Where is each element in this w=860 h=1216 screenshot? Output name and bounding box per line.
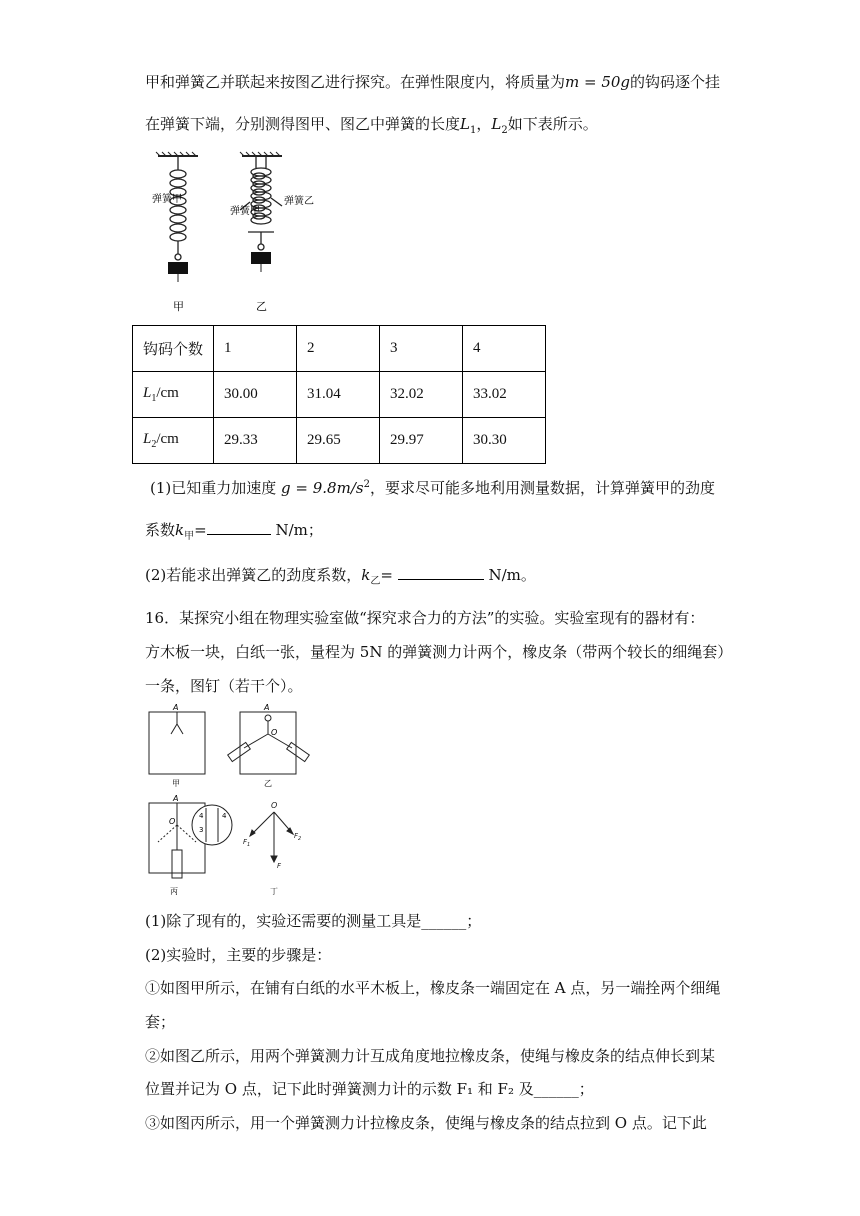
svg-text:F1: $F_1$ [243,838,251,848]
svg-text:丙: 丙 [170,887,178,896]
svg-text:乙: 乙 [264,779,272,788]
svg-text:丁: 丁 [270,887,278,896]
intro-line-2 [145,114,598,141]
table-cell: 29.97 [380,418,463,464]
g-expression: g = 9.8m/s [281,479,364,497]
svg-text:A: A [173,794,179,803]
panel-jia [149,703,205,788]
table-row-header [133,326,546,372]
q15-part2: (2)若能求出弹簧乙的劲度系数，$k_乙= N/m$。 [145,566,536,587]
table-cell: 29.65 [297,418,380,464]
mass-expression: m = 50g [565,73,631,91]
q16-step-3: ①如图甲所示，在铺有白纸的水平木板上，橡皮条一端固定在 A 点，另一端拴两个细绳 [145,979,721,997]
spring-figure [140,150,315,320]
q16-line-1: 16．某探究小组在物理实验室做“探究求合力的方法”的实验。实验室现有的器材有： [145,609,705,627]
svg-text:F: F [277,862,282,870]
l1-symbol: L [460,115,470,133]
q15-part1-line1: (1)已知重力加速度 $g = 9.8m/s^2$，要求尽可能多地利用测量数据，计算弹簧甲的劲度 [150,479,715,497]
svg-text:A: A [173,703,179,712]
q15-part1-line2: 系数$k_甲= N/m$； [145,521,323,542]
weight-yi [251,252,271,264]
svg-text:O: O [169,817,176,826]
q16-step-2: (2)实验时，主要的步骤是： [145,946,332,964]
table-cell-l2-label: $L_2/cm$ [133,418,214,464]
force-experiment-figure [142,700,342,898]
table-cell: 30.00 [214,372,297,418]
intro-text: 在弹簧下端，分别测得图甲、图乙中弹簧的长度 [145,115,461,133]
ceiling-left [156,152,198,156]
q16-step-4: 套； [145,1013,176,1031]
svg-text:3: 3 [199,826,204,834]
spring-jia [170,156,186,260]
caption-yi: 乙 [256,300,267,313]
spring-yi-pair [240,156,282,250]
svg-text:4: 4 [199,812,204,820]
intro-text: 的钩码逐个挂 [630,73,721,91]
label-yi-left: 弹簧甲 [230,206,260,217]
table-cell: 2 [297,326,380,372]
weight-jia [168,262,188,274]
table-row [133,418,546,464]
panel-yi [228,703,310,788]
q16-step-5: ②如图乙所示，用两个弹簧测力计互成角度地拉橡皮条，使绳与橡皮条的结点伸长到某 [145,1047,716,1065]
panel-bing [149,794,232,896]
l1-subscript: 1 [469,125,477,136]
l2-symbol: L [491,115,502,133]
table-cell: 30.30 [463,418,546,464]
table-cell: 32.02 [380,372,463,418]
table-cell: 29.33 [214,418,297,464]
table-cell-l1-label: $L_1/cm$ [133,372,214,418]
svg-text:A: A [264,703,270,712]
q16-line-3: 一条，图钉（若干个）。 [145,677,303,695]
q16-step-7: ③如图丙所示，用一个弹簧测力计拉橡皮条，使绳与橡皮条的结点拉到 O 点。记下此 [145,1114,707,1132]
q16-step-6: 位置并记为 O 点，记下此时弹簧测力计的示数 F₁ 和 F₂ 及______； [145,1080,594,1098]
table-cell: 1 [214,326,297,372]
l2-subscript: 2 [501,125,508,136]
ceiling-right [240,152,282,156]
svg-text:F2: $F_2$ [294,832,302,842]
table-cell: 4 [463,326,546,372]
svg-text:O: O [271,728,278,737]
table-cell: 31.04 [297,372,380,418]
separator: ， [476,115,492,133]
table-row [133,372,546,418]
intro-line-1 [145,72,720,92]
q16-line-2: 方木板一块，白纸一张，量程为 5N 的弹簧测力计两个，橡皮条（带两个较长的细绳套） [145,643,733,661]
svg-text:4: 4 [222,812,227,820]
intro-text: 甲和弹簧乙并联起来按图乙进行探究。在弹性限度内，将质量为 [145,73,566,91]
intro-text: 如下表所示。 [507,115,598,133]
q16-step-1: (1)除了现有的，实验还需要的测量工具是______； [145,912,482,930]
svg-text:O: O [271,801,278,810]
label-spring-jia: 弹簧甲 [152,194,182,205]
table-cell: 3 [380,326,463,372]
label-yi-right: 弹簧乙 [284,196,314,207]
table-cell: 33.02 [463,372,546,418]
measurement-table [132,325,546,464]
answer-blank-k2[interactable] [398,565,484,580]
caption-jia: 甲 [173,300,184,313]
answer-blank-k1[interactable] [207,520,271,535]
table-cell: 钩码个数 [133,326,214,372]
svg-text:甲: 甲 [172,779,180,788]
panel-ding [243,801,301,896]
